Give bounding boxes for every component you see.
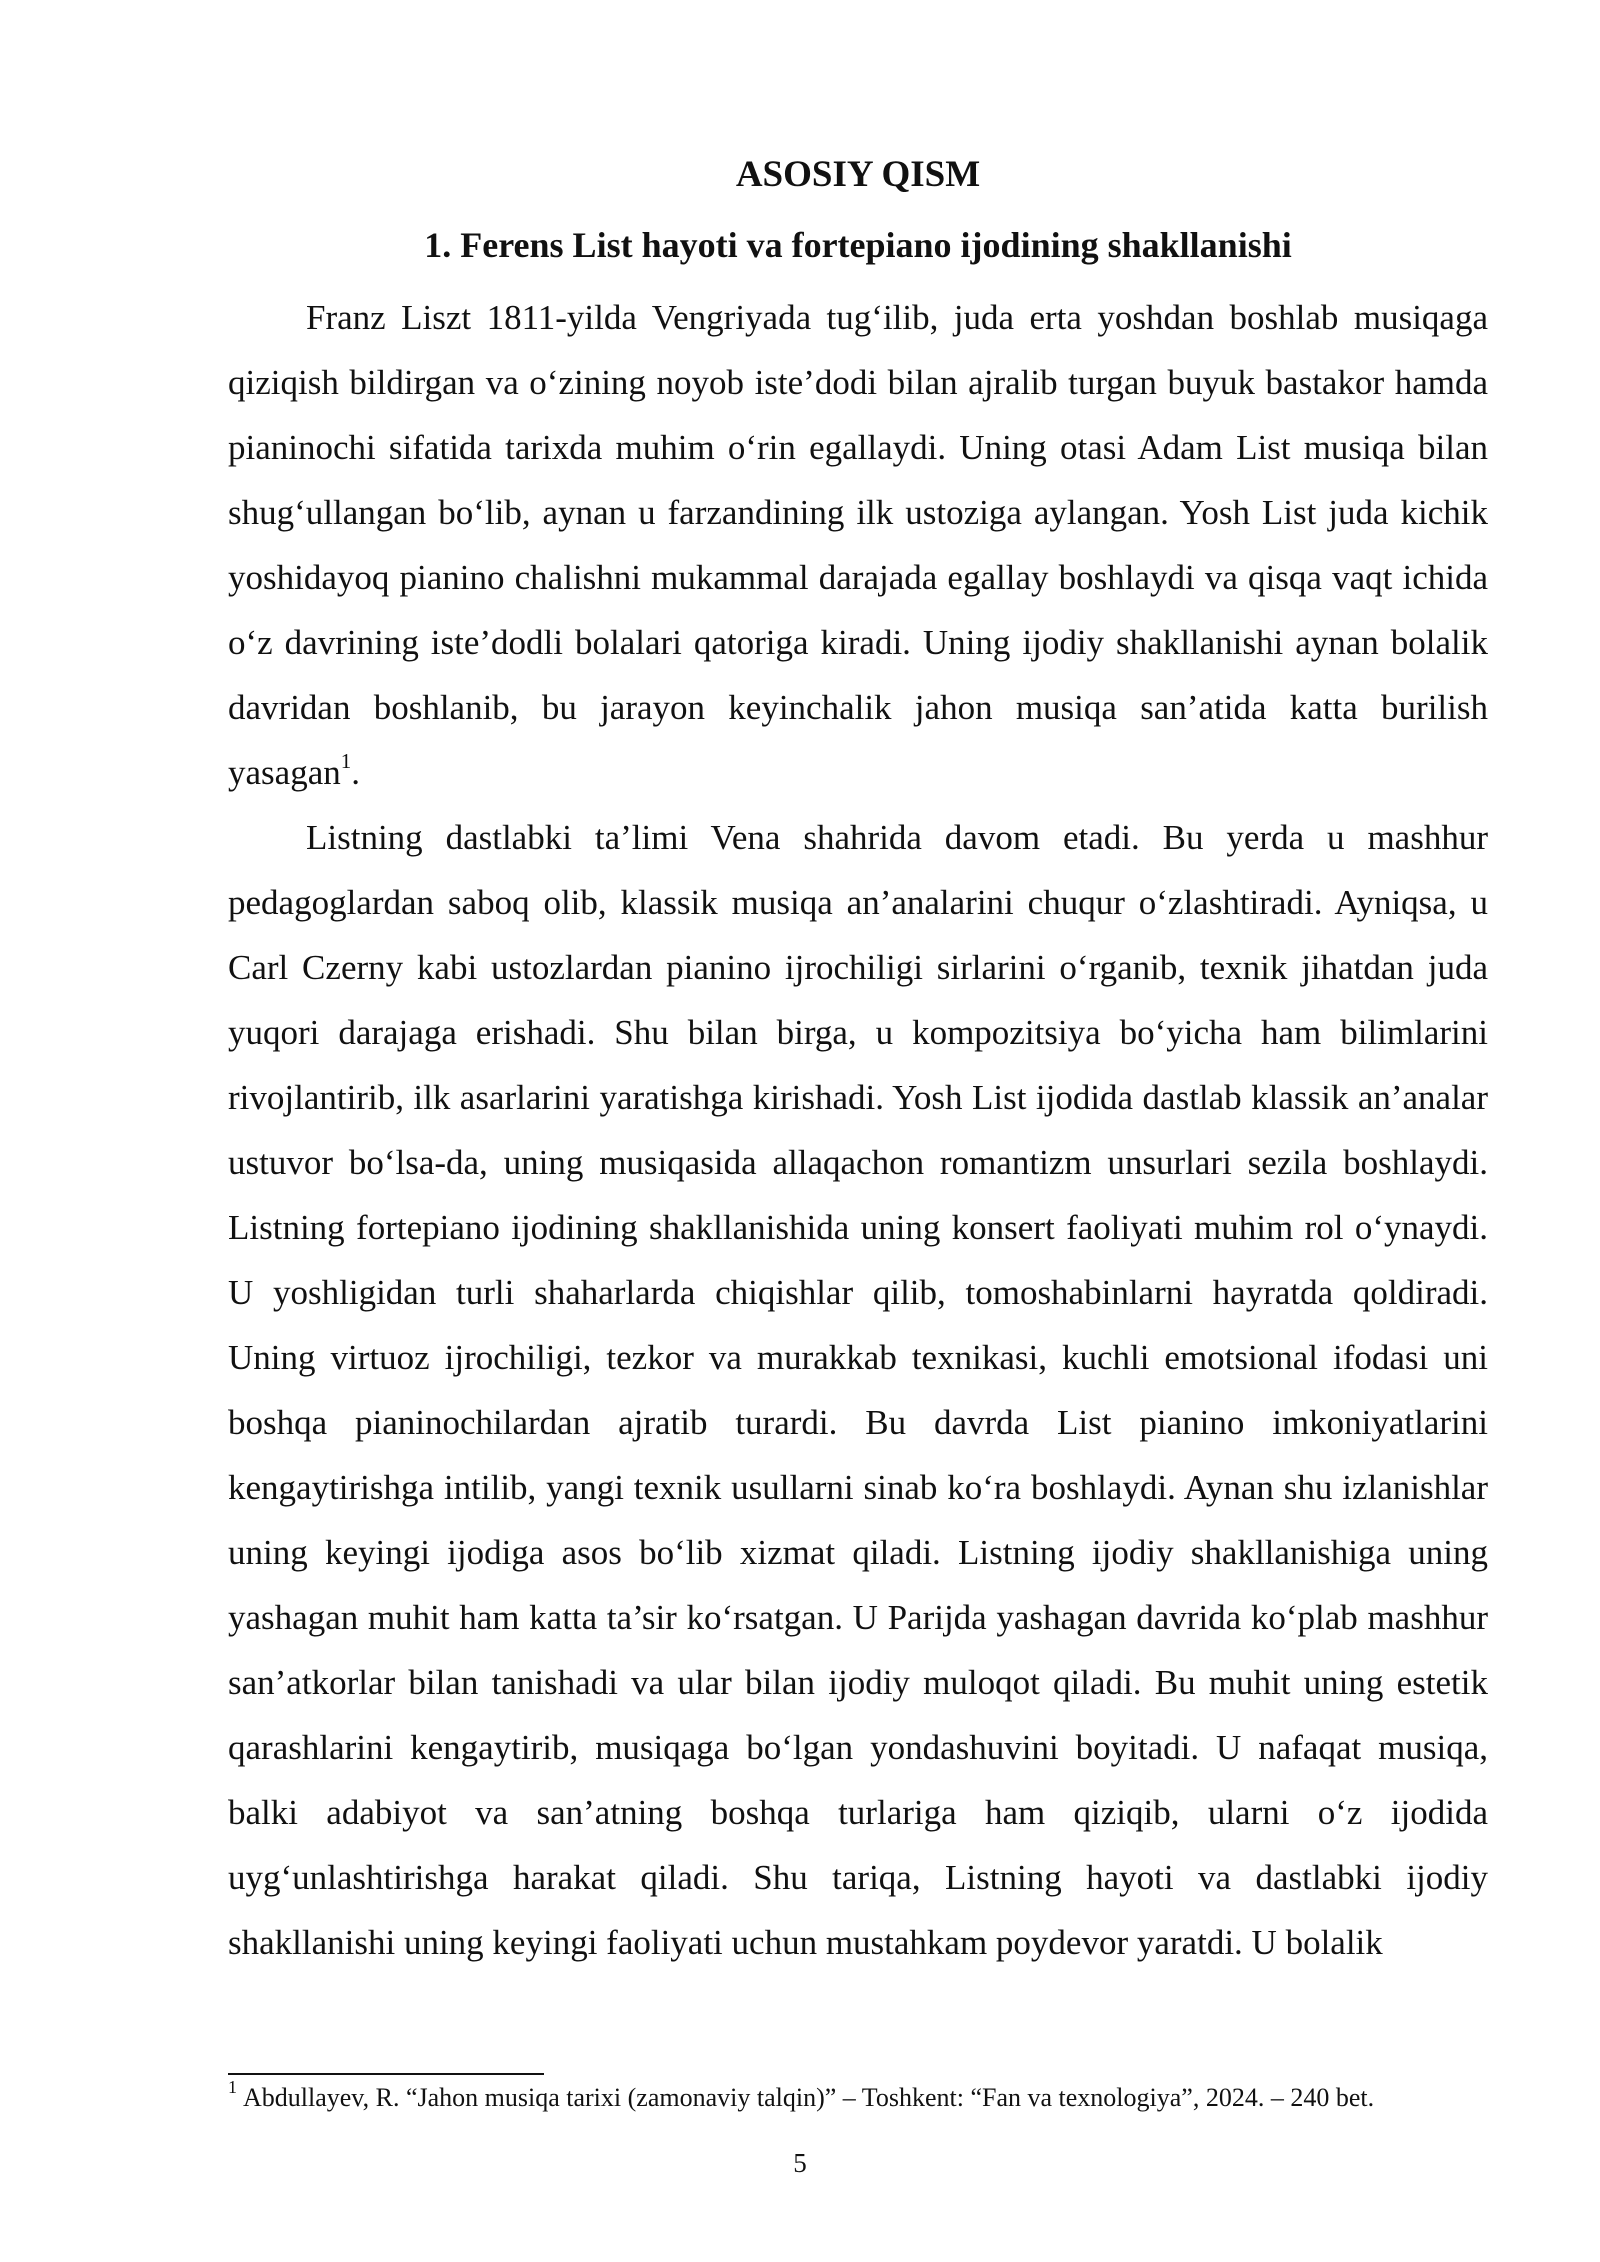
footnote-marker: 1 bbox=[228, 2077, 237, 2098]
chapter-title: 1. Ferens List hayoti va fortepiano ijodining shakllanishi bbox=[424, 225, 1292, 265]
footnote-reference[interactable]: 1 bbox=[340, 749, 352, 774]
footnote-text: Abdullayev, R. “Jahon musiqa tarixi (zamonaviy talqin)” – Toshkent: “Fan va texnologiya”, 2024. – 240 bet. bbox=[243, 2083, 1375, 2112]
paragraph bbox=[228, 805, 1488, 1975]
section-heading: ASOSIY QISM bbox=[735, 154, 981, 195]
paragraph-text: Franz Liszt 1811-yilda Vengriyada tug‘ilib, juda erta yoshdan boshlab musiqaga qiziqish bildirgan va o‘zining noyob iste’dodi bilan ajralib turgan buyuk bastakor hamda pianinochi sifatida tarixda muhim o‘rin egallaydi. Uning otasi Adam List musiqa bilan shug‘ullangan bo‘lib, aynan u farzandining ilk ustoziga aylangan. Yosh List juda kichik yoshidayoq pianino chalishni mukammal darajada egallay boshlaydi va qisqa vaqt ichida o‘z davrining iste’dodli bolalari qatoriga kiradi. Uning ijodiy shakllanishi aynan bolalik davridan boshlanib, bu jarayon keyinchalik jahon musiqa san’atida katta burilish yasagan bbox=[228, 298, 1488, 792]
paragraph bbox=[228, 285, 1488, 805]
footnote-separator bbox=[228, 2073, 544, 2075]
page-number: 5 bbox=[793, 2148, 807, 2178]
footnote bbox=[228, 2077, 1488, 2116]
paragraph-end: . bbox=[351, 753, 360, 792]
paragraph-text: Listning dastlabki ta’limi Vena shahrida davom etadi. Bu yerda u mashhur pedagoglardan saboq olib, klassik musiqa an’analarini chuqur o‘zlashtiradi. Ayniqsa, u Carl Czerny kabi ustozlardan pianino ijrochiligi sirlarini o‘rganib, texnik jihatdan juda yuqori darajaga erishadi. Shu bilan birga, u kompozitsiya bo‘yicha ham bilimlarini rivojlantirib, ilk asarlarini yaratishga kirishadi. Yosh List ijodida dastlab klassik an’analar ustuvor bo‘lsa-da, uning musiqasida allaqachon romantizm unsurlari sezila boshlaydi. Listning fortepiano ijodining shakllanishida uning konsert faoliyati muhim rol o‘ynaydi. U yoshligidan turli shaharlarda chiqishlar qilib, tomoshabinlarni hayratda qoldiradi. Uning virtuoz ijrochiligi, tezkor va murakkab texnikasi, kuchli emotsional ifodasi uni boshqa pianinochilardan ajratib turardi. Bu davrda List pianino imkoniyatlarini kengaytirishga intilib, yangi texnik usullarni sinab ko‘ra boshlaydi. Aynan shu izlanishlar uning keyingi ijodiga asos bo‘lib xizmat qiladi. Listning ijodiy shakllanishiga uning yashagan muhit ham katta ta’sir ko‘rsatgan. U Parijda yashagan davrida ko‘plab mashhur san’atkorlar bilan tanishadi va ular bilan ijodiy muloqot qiladi. Bu muhit uning estetik qarashlarini kengaytirib, musiqaga bo‘lgan yondashuvini boyitadi. U nafaqat musiqa, balki adabiyot va san’atning boshqa turlariga ham qiziqib, ularni o‘z ijodida uyg‘unlashtirishga harakat qiladi. Shu tariqa, Listning hayoti va dastlabki ijodiy shakllanishi uning keyingi faoliyati uchun mustahkam poydevor yaratdi. U bolalik bbox=[228, 818, 1488, 1962]
body-text bbox=[228, 285, 1488, 1975]
